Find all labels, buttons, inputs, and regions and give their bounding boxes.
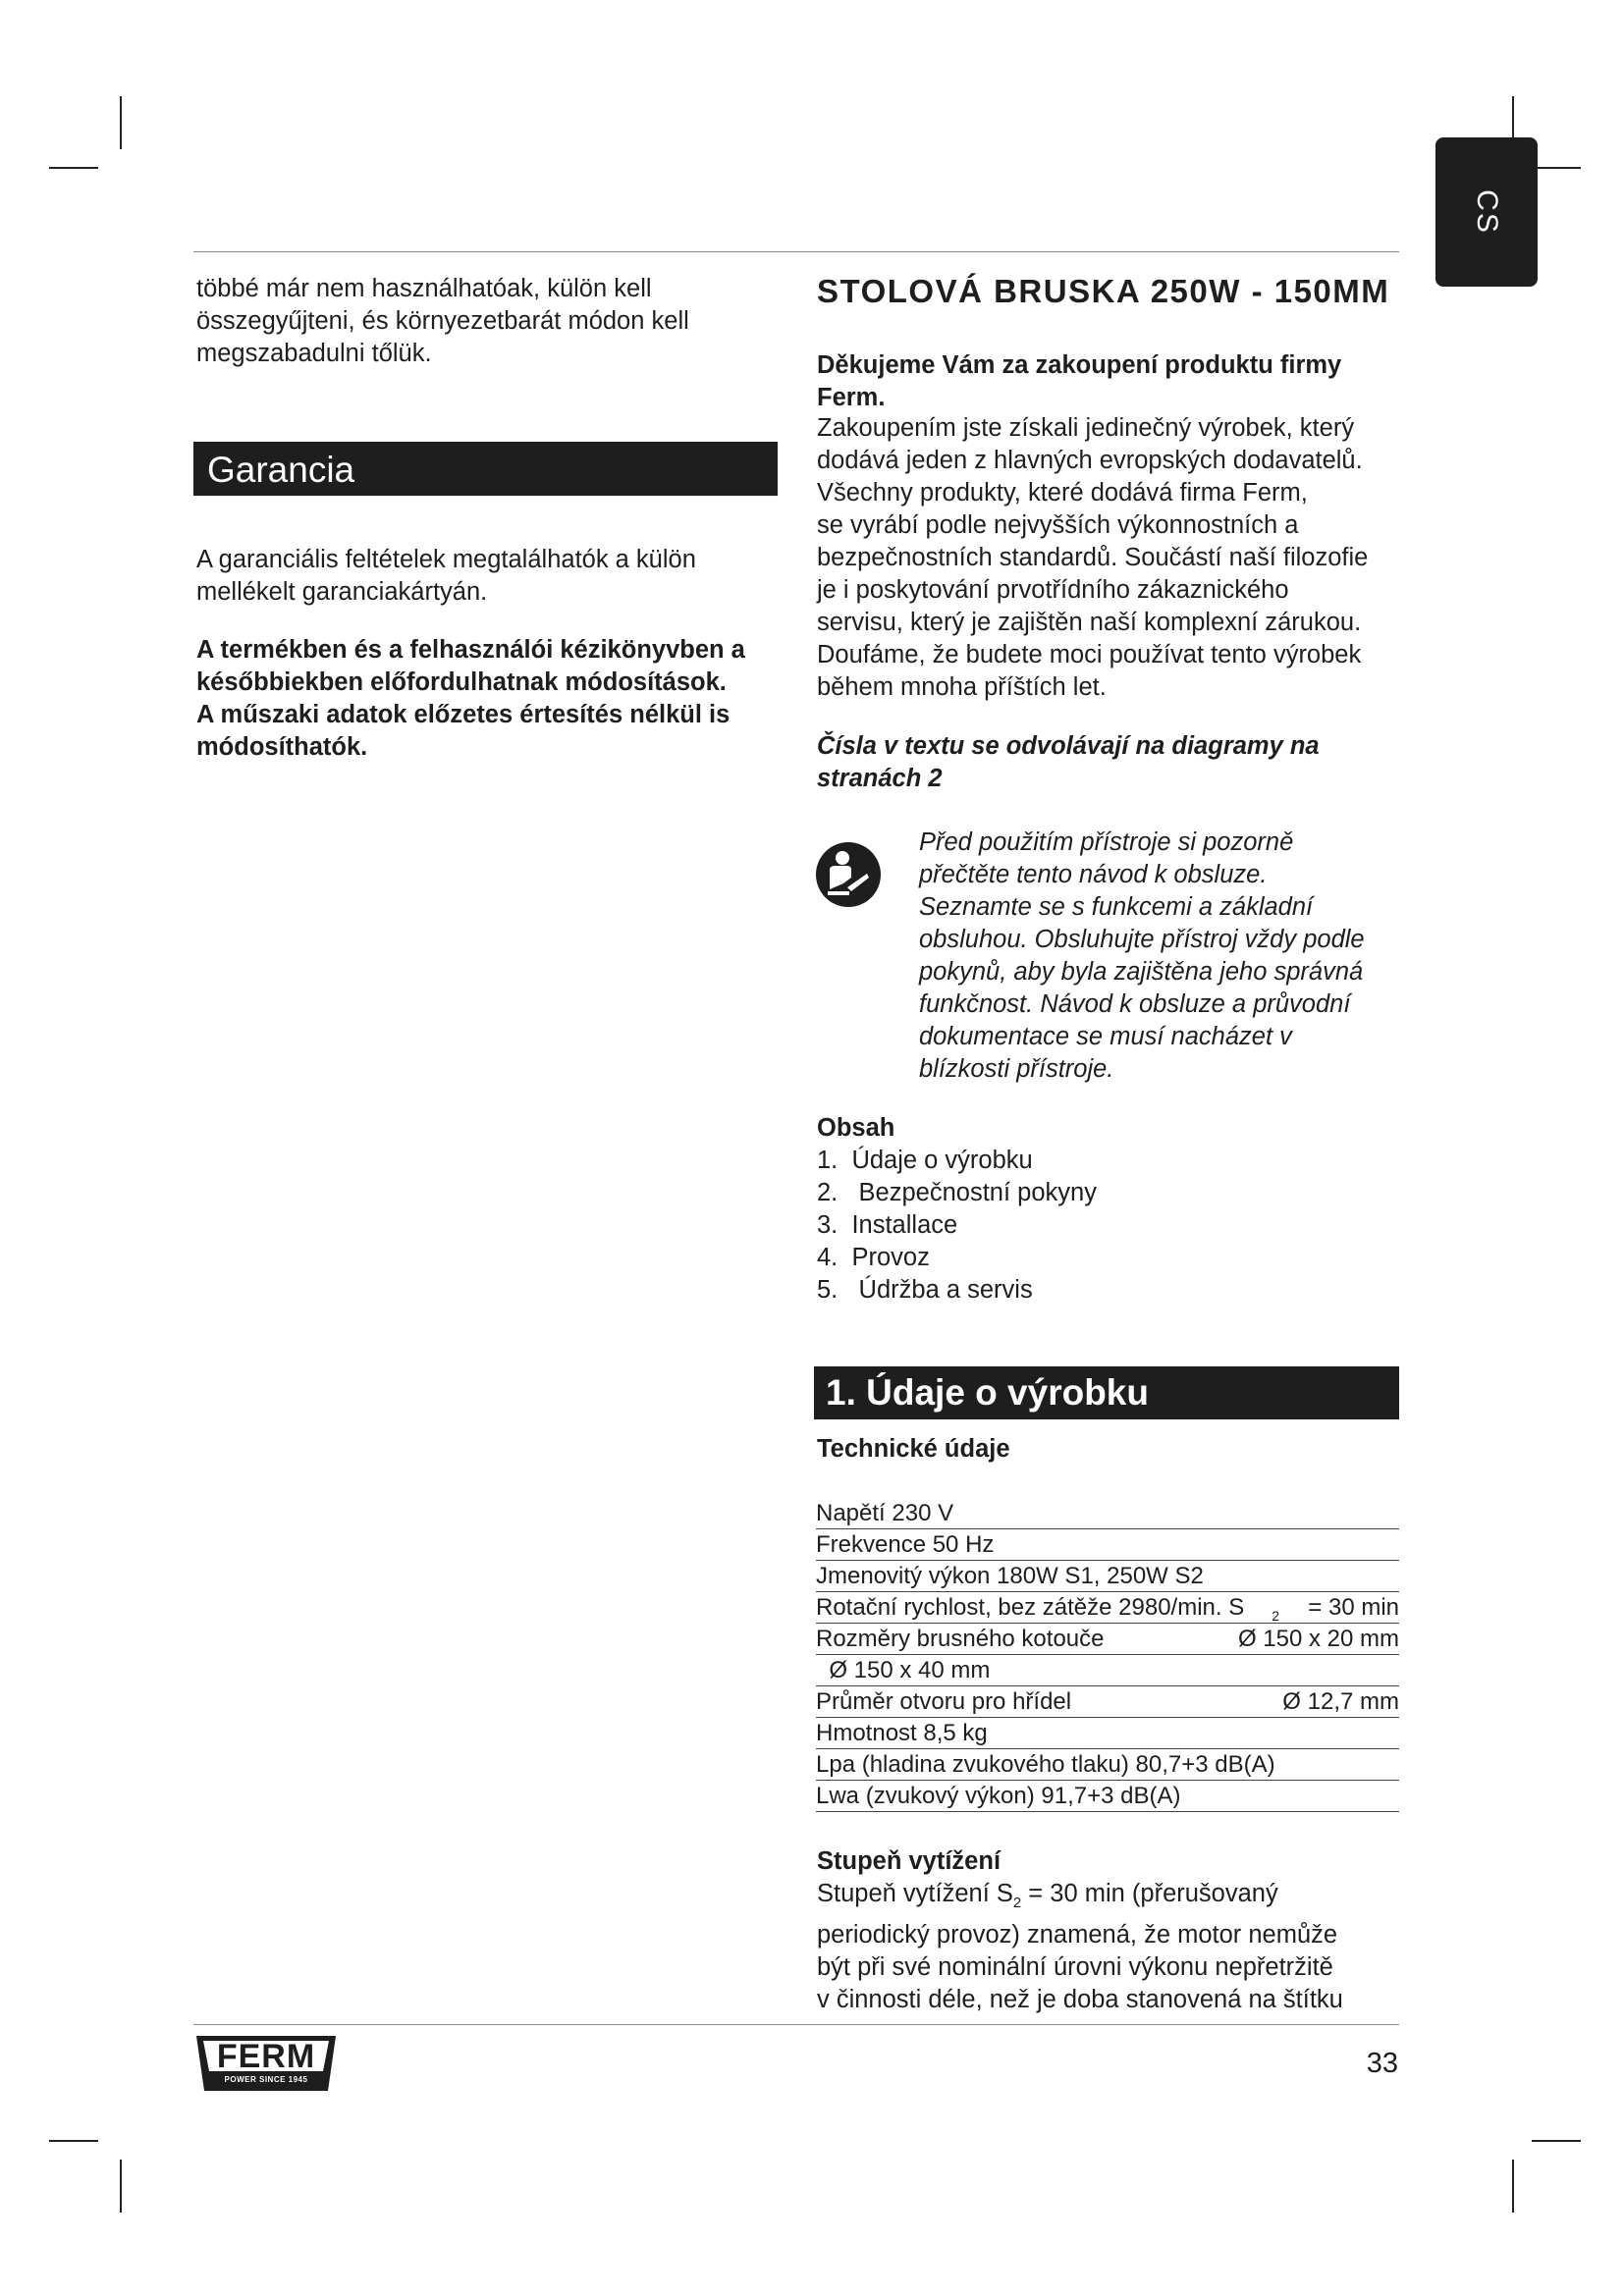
duty-title: Stupeň vytížení [817,1847,1001,1875]
diagram-note: Čísla v textu se odvolávají na diagramy na stranách 2 [817,732,1320,792]
ferm-logo [194,2034,338,2093]
contents-list [817,1145,1308,1307]
crop-mark [1512,2160,1514,2213]
tech-row: Frekvence 50 Hz [816,1531,1399,1561]
tech-row: Rotační rychlost, bez zátěže 2980/min. S $_2$ = 30 min [816,1594,1399,1624]
tech-row: Průměr otvoru pro hřídel Ø 12,7 mm [816,1688,1399,1718]
language-tab-label: CS [1471,189,1503,235]
crop-mark [120,96,122,149]
crop-mark [1532,167,1581,169]
left-intro: többé már nem használhatóak, külön kell összegyűjteni, és környezetbarát módon kell megszabadulni tőlük. [196,275,689,367]
product-title: STOLOVÁ BRUSKA 250W - 150MM [817,273,1390,309]
language-tab [1435,137,1538,287]
contents-item: 2. Bezpečnostní pokyny [817,1179,1097,1206]
tech-row: Jmenovitý výkon 180W S1, 250W S2 [816,1563,1399,1592]
ferm-logo-tagline: POWER SINCE 1945 [224,2075,308,2084]
thanks-text: Děkujeme Vám za zakoupení produktu firmy Ferm. [817,351,1342,411]
tech-row: Hmotnost 8,5 kg [816,1720,1399,1749]
contents-item: 4. Provoz [817,1244,930,1271]
garancia-text: A garanciális feltételek megtalálhatók a külön mellékelt garanciakártyán. [196,546,696,606]
read-manual-icon [814,840,883,909]
contents-item: 5. Údržba a servis [817,1276,1033,1304]
contents-item: 3. Installace [817,1211,958,1239]
tech-row: Rozměry brusného kotouče Ø 150 x 20 mm [816,1626,1399,1655]
contents-item: 1. Údaje o výrobku [817,1147,1033,1174]
footer-rule [193,2024,1399,2025]
intro-text: Zakoupením jste získali jedinečný výrobek, který dodává jeden z hlavných evropských dodavatelů. Všechny produkty, které dodává firma Ferm, se vyrábí podle nejvyšších výkonnostních a bezpečnostních standardů. Součástí naší filozofie je i poskytování prvotřídního zákaznického servisu, který je zajištěn naší komplexní zárukou. Doufáme, že budete moci používat tento výrobek během mnoha příštích let. [817,414,1369,701]
page-number: 33 [1366,2048,1398,2079]
tech-row: Lpa (hladina zvukového tlaku) 80,7+3 dB(A) [816,1751,1399,1781]
tech-row: Ø 150 x 40 mm [816,1657,1399,1686]
ferm-logo-text: FERM [216,2038,316,2075]
crop-mark [120,2160,122,2213]
crop-mark [1532,2140,1581,2142]
section1-heading: 1. Údaje o výrobku [814,1366,1399,1419]
tech-row: Napětí 230 V [816,1500,1399,1529]
modification-notice: A termékben és a felhasználói kézikönyvben a későbbiekben előfordulhatnak módosítások. A műszaki adatok előzetes értesítés nélkül is módosíthatók. [196,636,745,761]
duty-text: Stupeň vytížení $S_2 = 30$ min (přerušovaný periodický provoz) znamená, že motor nemůže být při své nominální úrovni výkonu nepřetržitě v činnosti déle, než je doba stanovená na štítku [817,1880,1343,2014]
tech-row: Lwa (zvukový výkon) 91,7+3 dB(A) [816,1783,1399,1812]
garancia-heading: Garancia [193,442,778,496]
header-rule [193,251,1399,252]
manual-warning: Před použitím přístroje si pozorně přečtěte tento návod k obsluze. Seznamte se s funkcemi a základní obsluhou. Obsluhujte přístroj vždy podle pokynů, aby byla zajištěna jeho správná funkčnost. Návod k obsluze a průvodní dokumentace se musí nacházet v blízkosti přístroje. [919,828,1365,1083]
crop-mark [49,2140,98,2142]
tech-title: Technické údaje [817,1435,1010,1463]
contents-title: Obsah [817,1114,895,1142]
crop-mark [49,167,98,169]
